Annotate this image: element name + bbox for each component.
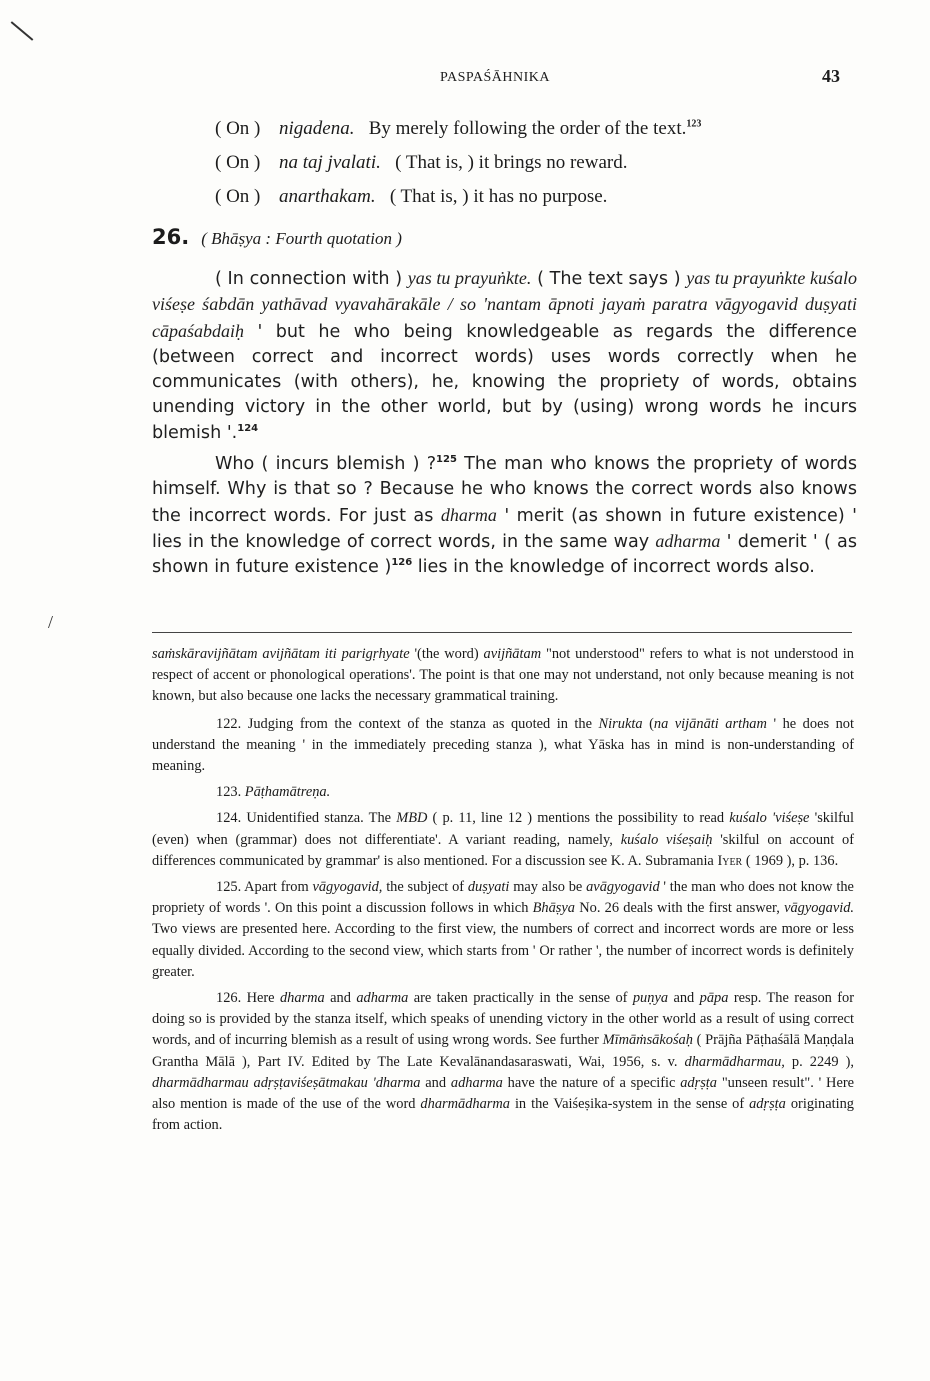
running-title: PASPAŚĀHNIKA — [440, 70, 551, 85]
gloss-text: ( That is, ) it brings no reward. — [395, 152, 628, 173]
section-number: 26. — [152, 225, 190, 249]
paragraph-explanation: Who ( incurs blemish ) ?$^{125}$ The man who knows the propriety of words himself. Why is that so ? Because he who knows the correct words also knows the incorrect words. For just as dharma ' merit (as shown in future existence) ' lies in the knowledge of correct words, in the same way adharma ' demerit ' ( as shown in future existence )$^{126}$ lies in the knowledge of incorrect words also. — [152, 454, 858, 578]
footnote-ref: 124 — [237, 422, 259, 434]
gloss-line: ( On ) nigadena. By merely following the order of the text.$^{123}$ — [215, 118, 702, 139]
gloss-term: nigadena. — [279, 118, 355, 139]
gloss-line: ( On ) na taj jvalati. ( That is, ) it brings no reward. — [215, 152, 628, 173]
gloss-term: anarthakam. — [279, 186, 376, 207]
margin-mark-slash: / — [48, 612, 54, 632]
footnotes — [152, 644, 854, 1141]
section-heading — [152, 224, 857, 252]
footnote-122: 122. Judging from the context of the stanza as quoted in the Nirukta (na vijānāti artham ' he does not understand the meaning ' in the immediately preceding stanza ), what Yāska has in mind is non-understanding of meaning. — [152, 715, 854, 775]
footnote-divider — [152, 632, 852, 633]
gloss-text: ( That is, ) it has no purpose. — [389, 186, 608, 207]
paragraph-stanza: ( In connection with ) yas tu prayuṅkte. ( The text says ) yas tu prayuṅkte kuśalo viśeṣe śabdān yathāvad vyavahārakāle / so 'nantam āpnoti jayaṁ paratra vāgyogavid duṣyati cāpaśabdaiḥ ' but he who being knowledgeable as regards the difference (between correct and incorrect words) uses words correctly when he communicates (with others), he, knowing the propriety of words, obtains unending victory in the other world, but by (using) wrong words he incurs blemish '.$^{124}$ — [152, 268, 858, 443]
gloss-line: ( On ) anarthakam. ( That is, ) it has no purpose. — [215, 186, 608, 207]
gloss-text: By merely following the order of the text. — [368, 118, 687, 139]
footnote-ref: 123 — [686, 118, 702, 130]
footnote-123: 123. Pāṭhamātreṇa. — [216, 784, 331, 801]
margin-mark-diagonal — [11, 21, 34, 41]
section-title: ( Bhāṣya : Fourth quotation ) — [201, 229, 402, 248]
footnote-ref: 125 — [436, 454, 457, 466]
footnote-125: 125. Apart from vāgyogavid, the subject of duṣyati may also be avāgyogavid ' the man who does not know the propriety of words '. On this point a discussion follows in which Bhāṣya No. 26 deals with the first answer, vāgyogavid. Two views are presented here. According to the first view, the numbers of correct and incorrect words are more or less equally divided. According to the second view, which starts from ' Or rather ', the number of incorrect words is definitely greater. — [152, 879, 854, 980]
gloss-term: na taj jvalati. — [279, 152, 381, 173]
page-number: 43 — [822, 66, 840, 86]
main-text — [152, 112, 857, 581]
footnote-124: 124. Unidentified stanza. The MBD ( p. 11, line 12 ) mentions the possibility to read kuśalo 'viśeṣe 'skilful (even) when (grammar) does not differentiate'. A variant reading, namely, kuśalo viśeṣaiḥ 'skilful on account of differences communicated by grammar' is also mentioned. For a discussion see K. A. Subramania Iyer ( 1969 ), p. 136. — [152, 810, 854, 869]
running-header — [0, 66, 930, 90]
footnote-continued: saṁskāravijñātam avijñātam iti parigṛhyate '(the word) avijñātam "not understood" refers to what is not understood in respect of accent or phonological operations'. The point is that one may not understand, not only because meaning is not known, but also because one lacks the necessary grammatical training. — [152, 646, 854, 705]
footnote-ref: 126 — [391, 557, 413, 569]
footnote-126: 126. Here dharma and adharma are taken practically in the sense of puṇya and pāpa resp. The reason for doing so is provided by the stanza itself, which speaks of unending victory in the other world as a result of using correct words, and of incurring blemish as a result of using wrong words. See further Mīmāṁsākośaḥ ( Prājña Pāṭhaśālā Maṇḍala Grantha Mālā ), Part IV. Edited by The Late Kevalānandasaraswati, Wai, 1956, s. v. dharmādharmau, p. 2249 ), dharmādharmau adṛṣṭaviśeṣātmakau 'dharma and adharma have the nature of a specific adṛṣṭa "unseen result". ' Here also mention is made of the use of the word dharmādharma in the Vaiśeṣika-system in the sense of adṛṣṭa originating from action. — [152, 990, 855, 1134]
